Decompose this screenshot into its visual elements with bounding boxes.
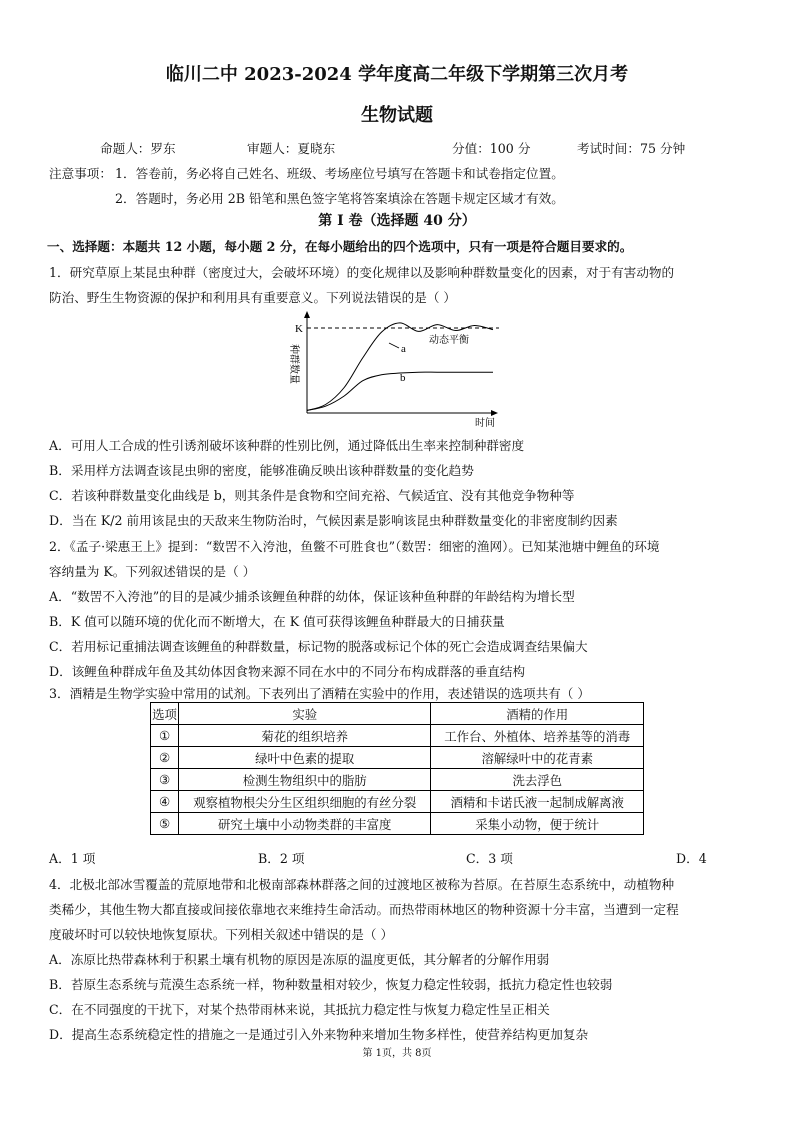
- q4-stem-line-3: 度破坏时可以较快地恢复原状。下列相关叙述中错误的是（ ）: [49, 927, 394, 942]
- table-cell: 采集小动物，便于统计: [431, 813, 644, 835]
- q4-option-c: C．在不同强度的干扰下，对某个热带雨林来说，其抵抗力稳定性与恢复力稳定性呈正相关: [49, 1002, 550, 1017]
- dynamic-balance-label: 动态平衡: [429, 335, 469, 346]
- q4-option-b: B．苔原生态系统与荒漠生态系统一样，物种数量相对较少，恢复力稳定性较弱，抵抗力稳定性也较弱: [49, 977, 613, 992]
- y-axis-label: 种群数量: [288, 344, 299, 384]
- table-cell: 研究土壤中小动物类群的丰富度: [178, 813, 430, 835]
- k-label: K: [295, 323, 303, 335]
- page-footer: 第 1页，共 8页: [362, 1048, 432, 1059]
- q1-option-a: A．可用人工合成的性引诱剂破坏该种群的性别比例，通过降低出生率来控制种群密度: [49, 438, 525, 453]
- q3-choice-a: A．1 项: [49, 851, 96, 866]
- q3-choice-b: B．2 项: [258, 851, 305, 866]
- table-row: [151, 725, 644, 747]
- q2-stem-line-1: 2．《孟子·梁惠王上》提到：“数罟不入洿池，鱼鳖不可胜食也”（数罟：细密的渔网）。已知某池塘中鲤鱼的环境: [49, 539, 660, 554]
- q3-stem: 3．酒精是生物学实验中常用的试剂。下表列出了酒精在实验中的作用，表述错误的选项共有（ ）: [49, 686, 590, 701]
- x-axis-label: 时间: [475, 418, 495, 429]
- table-cell: 酒精和卡诺氏液一起制成解离液: [431, 791, 644, 813]
- table-cell: ②: [151, 747, 179, 769]
- subject-title: 生物试题: [361, 105, 433, 126]
- q1-option-d: D．当在 K/2 前用该昆虫的天敌来生物防治时，气候因素是影响该昆虫种群数量变化的非密度制约因素: [49, 513, 618, 528]
- table-cell: 观察植物根尖分生区组织细胞的有丝分裂: [178, 791, 430, 813]
- meta-score: 分值：100 分: [452, 141, 531, 156]
- table-header-cell: 实验: [178, 703, 430, 725]
- q2-option-d: D．该鲤鱼种群成年鱼及其幼体因食物来源不同在水中的不同分布构成群落的垂直结构: [49, 664, 526, 679]
- table-header-cell: 酒精的作用: [431, 703, 644, 725]
- meta-time: 考试时间：75 分钟: [577, 141, 686, 156]
- table-cell: ①: [151, 725, 179, 747]
- series-a-label: a: [401, 343, 406, 355]
- table-cell: ④: [151, 791, 179, 813]
- note-2: 2．答题时，务必用 2B 铅笔和黑色签字笔将答案填涂在答题卡规定区域才有效。: [115, 191, 564, 206]
- population-growth-chart: [285, 310, 505, 432]
- meta-reviewer: 审题人：夏晓东: [247, 141, 336, 156]
- q3-choice-c: C．3 项: [466, 851, 513, 866]
- label-a-leader: [389, 343, 399, 348]
- meta-author: 命题人：罗东: [100, 141, 176, 156]
- q1-option-c: C．若该种群数量变化曲线是 b，则其条件是食物和空间充裕、气候适宜、没有其他竞争物种等: [49, 488, 575, 503]
- x-axis-arrow: [491, 410, 498, 416]
- y-axis-arrow: [304, 311, 310, 318]
- section-intro: 一、选择题：本题共 12 小题，每小题 2 分，在每小题给出的四个选项中，只有一项是符合题目要求的。: [47, 239, 633, 254]
- q2-option-c: C．若用标记重捕法调查该鲤鱼的种群数量，标记物的脱落或标记个体的死亡会造成调查结果偏大: [49, 639, 588, 654]
- note-1: 1．答卷前，务必将自己姓名、班级、考场座位号填写在答题卡和试卷指定位置。: [115, 166, 564, 181]
- q2-stem-line-2: 容纳量为 K。下列叙述错误的是（ ）: [49, 564, 256, 579]
- table-row: [151, 813, 644, 835]
- table-header-row: [151, 703, 644, 725]
- table-row: [151, 769, 644, 791]
- q1-option-b: B．采用样方法调查该昆虫卵的密度，能够准确反映出该种群数量的变化趋势: [49, 463, 474, 478]
- q1-stem-line-1: 1．研究草原上某昆虫种群（密度过大，会破坏环境）的变化规律以及影响种群数量变化的因素，对于有害动物的: [49, 265, 675, 280]
- q2-option-a: A．“数罟不入洿池”的目的是减少捕杀该鲤鱼种群的幼体，保证该种鱼种群的年龄结构为增长型: [49, 589, 575, 604]
- table-cell: 溶解绿叶中的花青素: [431, 747, 644, 769]
- q4-stem-line-2: 类稀少，其他生物大都直接或间接依靠地衣来维持生命活动。而热带雨林地区的物种资源十分丰富，当遭到一定程: [49, 902, 679, 917]
- table-row: [151, 791, 644, 813]
- notes-label: 注意事项：: [49, 166, 112, 181]
- q4-stem-line-1: 4．北极北部冰雪覆盖的荒原地带和北极南部森林群落之间的过渡地区被称为苔原。在苔原生态系统中，动植物种: [49, 877, 675, 892]
- table-cell: 工作台、外植体、培养基等的消毒: [431, 725, 644, 747]
- table-cell: 绿叶中色素的提取: [178, 747, 430, 769]
- exam-title: 临川二中 2023-2024 学年度高二年级下学期第三次月考: [165, 64, 629, 85]
- table-cell: 检测生物组织中的脂肪: [178, 769, 430, 791]
- q1-stem-line-2: 防治、野生生物资源的保护和利用具有重要意义。下列说法错误的是（ ）: [49, 290, 457, 305]
- q2-option-b: B．K 值可以随环境的优化而不断增大，在 K 值可获得该鲤鱼种群最大的日捕获量: [49, 614, 505, 629]
- table-cell: ⑤: [151, 813, 179, 835]
- table-header-cell: 选项: [151, 703, 179, 725]
- table-cell: 菊花的组织培养: [178, 725, 430, 747]
- section-title: 第 I 卷（选择题 40 分）: [318, 213, 476, 229]
- table-cell: 洗去浮色: [431, 769, 644, 791]
- q4-option-a: A．冻原比热带森林利于积累土壤有机物的原因是冻原的温度更低，其分解者的分解作用弱: [49, 952, 550, 967]
- table-cell: ③: [151, 769, 179, 791]
- q4-option-d: D．提高生态系统稳定性的措施之一是通过引入外来物种来增加生物多样性，使营养结构更加复杂: [49, 1027, 589, 1042]
- series-b-label: b: [400, 372, 406, 384]
- q3-choice-d: D．4: [676, 851, 707, 866]
- alcohol-table: [150, 702, 644, 835]
- table-row: [151, 747, 644, 769]
